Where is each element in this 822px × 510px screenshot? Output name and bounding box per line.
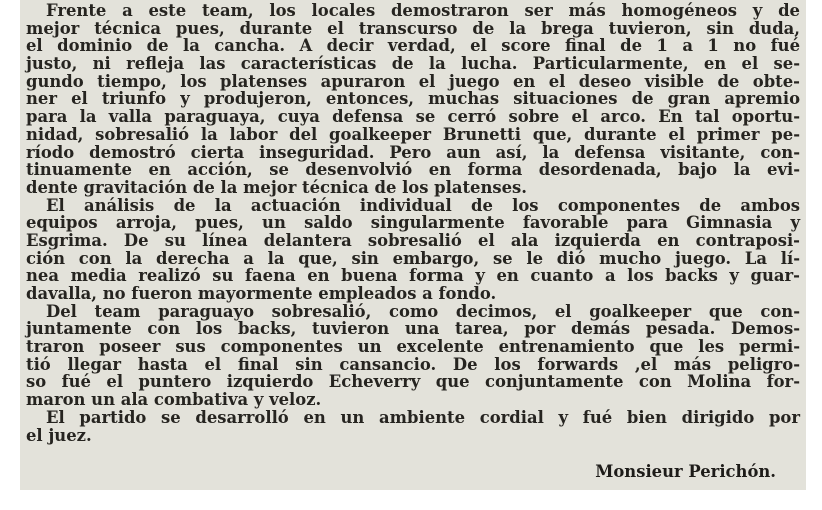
paragraph-1: [26, 2, 800, 197]
text-line: Frente a este team, los locales demostraron ser más homogéneos y de: [46, 1, 800, 20]
text-line: Del team paraguayo sobresalió, como decimos, el goalkeeper que con-: [46, 301, 800, 321]
text-line: El análisis de la actuación individual de los componentes de ambos: [46, 195, 800, 215]
text-line: gundo tiempo, los platenses apuraron el juego en el deseo visible de obte-: [26, 71, 800, 91]
text-line: Esgrima. De su línea delantera sobresalió el ala izquierda en contraposi-: [26, 230, 800, 250]
text-line: equipos arroja, pues, un saldo singularmente favorable para Gimnasia y: [26, 213, 800, 233]
text-line: El partido se desarrolló en un ambiente cordial y fué bien dirigido por: [46, 407, 800, 427]
text-line: juntamente con los backs, tuvieron una tarea, por demás pesada. Demos-: [26, 319, 800, 339]
text-line: mejor técnica pues, durante el transcurso de la brega tuvieron, sin duda,: [26, 18, 800, 38]
text-line: el dominio de la cancha. A decir verdad, el score final de 1 a 1 no fué: [26, 36, 800, 56]
text-line: ner el triunfo y produjeron, entonces, muchas situaciones de gran apremio: [26, 89, 800, 109]
text-line: davalla, no fueron mayormente empleados a fondo.: [26, 284, 497, 303]
text-line: nea media realizó su faena en buena forma y en cuanto a los backs y guar-: [26, 266, 800, 286]
author-signature: Monsieur Perichón.: [595, 462, 776, 481]
text-line: para la valla paraguaya, cuya defensa se cerró sobre el arco. En tal oportu-: [26, 107, 800, 127]
article-body: [26, 2, 800, 444]
paragraph-3: [26, 303, 800, 409]
paragraph-2: [26, 197, 800, 303]
newspaper-clipping: [20, 0, 806, 490]
text-line: maron un ala combativa y veloz.: [26, 390, 322, 410]
text-line: so fué el puntero izquierdo Echeverry que conjuntamente con Molina for-: [26, 372, 800, 392]
paragraph-4: [26, 409, 800, 444]
text-line: traron poseer sus componentes un excelente entrenamiento que les permi-: [26, 337, 800, 357]
text-line: ríodo demostró cierta inseguridad. Pero aun así, la defensa visitante, con-: [26, 142, 800, 162]
text-line: nidad, sobresalió la labor del goalkeeper Brunetti que, durante el primer pe-: [26, 124, 800, 144]
text-line: ción con la derecha a la que, sin embargo, se le dió mucho juego. La lí-: [26, 248, 800, 268]
text-line: el juez.: [26, 425, 92, 445]
text-line: tinuamente en acción, se desenvolvió en forma desordenada, bajo la evi-: [26, 160, 800, 180]
text-line: tió llegar hasta el final sin cansancio. De los forwards ,el más peligro-: [26, 354, 800, 374]
text-line: justo, ni refleja las características de la lucha. Particularmente, en el se-: [26, 54, 800, 74]
text-line: dente gravitación de la mejor técnica de los platenses.: [26, 177, 527, 197]
